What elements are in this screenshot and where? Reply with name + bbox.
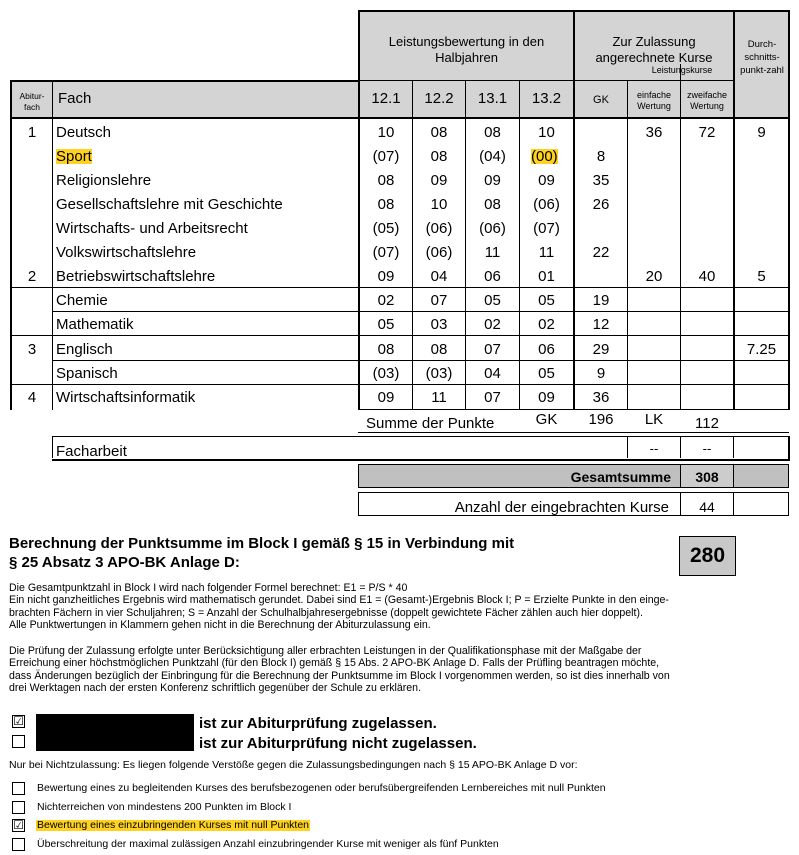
row-grade: 10 (430, 196, 448, 213)
block-score: 280 (679, 536, 736, 576)
header-gk: GK (593, 94, 609, 106)
row-grade: 02 (377, 292, 395, 309)
row-abiturfach: 1 (27, 124, 37, 141)
row-grade: 08 (484, 124, 501, 141)
header-semester-4: 13.2 (531, 90, 562, 107)
row-grade: 08 (484, 196, 501, 213)
gesamtsumme-label: Gesamtsumme (570, 469, 671, 485)
row-grade: 08 (377, 172, 395, 189)
anzahl-label: Anzahl der eingebrachten Kurse (454, 499, 669, 516)
summe-label: Summe der Punkte (366, 415, 495, 432)
nichtzulassung-intro: Nur bei Nichtzulassung: Es liegen folgende Verstöße gegen die Zulassungsbedingungen nach § 15 APO-BK Anlage D vor: (9, 759, 578, 771)
zugelassen-checkbox[interactable]: ☑ (13, 714, 24, 728)
row-grade: 09 (377, 268, 395, 285)
facharbeit-label: Facharbeit (56, 443, 127, 460)
row-grade: 11 (538, 244, 555, 261)
row-grade: 05 (538, 365, 555, 382)
row-fach: Religionslehre (56, 172, 152, 189)
row-gk: 12 (592, 316, 610, 333)
block-heading-2: § 25 Absatz 3 APO-BK Anlage D: (9, 554, 240, 571)
paragraph-line: dass Änderungen bezüglich der Einbringung für die Berechnung der Punktsumme im Block I vorgenommen werden, so ist dies innerhalb von (9, 669, 670, 682)
row-fach: Gesellschaftslehre mit Geschichte (56, 196, 283, 213)
row-grade: 04 (430, 268, 448, 285)
row-grade: 11 (484, 244, 501, 261)
row-grade: 03 (430, 316, 448, 333)
row-fach: Englisch (56, 341, 113, 358)
row-durchschnitt: 5 (757, 268, 766, 285)
row-grade: 09 (377, 389, 395, 406)
row-grade: 06 (538, 341, 555, 358)
row-abiturfach: 4 (27, 389, 37, 406)
row-grade: 08 (377, 341, 395, 358)
row-fach: Chemie (56, 292, 108, 309)
header-semester-2: 12.2 (424, 90, 454, 107)
paragraph-line: Die Prüfung der Zulassung erfolgte unter Berücksichtigung aller erbrachten Leistungen in der Qualifikationsphase mit der Maßgabe der (9, 645, 642, 657)
row-grade: 09 (430, 172, 448, 189)
row-einfache: 20 (645, 268, 663, 285)
row-grade: (07) (372, 148, 400, 165)
row-zweifache: 40 (698, 268, 716, 285)
row-grade: 01 (538, 268, 555, 285)
row-abiturfach: 3 (27, 341, 37, 358)
row-grade: (07) (372, 244, 400, 261)
row-fach: Wirtschaftsinformatik (56, 389, 196, 406)
row-grade: (00) (531, 148, 558, 165)
row-abiturfach: 2 (27, 268, 37, 285)
header-leistungsbewertung: Leistungsbewertung in den Halbjahren (388, 34, 545, 65)
reason-checkbox[interactable] (12, 838, 25, 851)
row-grade: 08 (377, 196, 395, 213)
reason-text: Überschreitung der maximal zulässigen Anzahl einzubringender Kurse mit weniger als fünf Punkten (37, 838, 499, 850)
header-durchschnitt: Durch-schnitts-punkt-zahl (740, 39, 784, 76)
row-grade: (06) (479, 220, 506, 237)
paragraph-line: Erreichung einer höchstmöglichen Punktzahl (für den Block I) gemäß § 15 Abs. 2 APO-BK Anlage D. Falls der Prüfling beantragen möchte, (9, 657, 660, 670)
row-gk: 36 (592, 389, 610, 406)
reason-checkbox[interactable] (12, 801, 25, 814)
row-gk: 8 (596, 148, 606, 165)
header-zulassung: Zur Zulassung angerechnete Kurse (595, 34, 713, 65)
row-gk: 29 (592, 341, 610, 358)
reason-checkbox[interactable] (12, 782, 25, 795)
row-grade: (03) (372, 365, 400, 382)
row-grade: 07 (430, 292, 448, 309)
row-zweifache: 72 (698, 124, 716, 141)
redacted-name (36, 714, 194, 751)
row-fach: Mathematik (56, 316, 134, 333)
reason-checkbox[interactable]: ☑ (13, 818, 24, 832)
row-gk: 19 (592, 292, 610, 309)
zugelassen-text: ist zur Abiturprüfung zugelassen. (199, 715, 437, 732)
row-grade: (07) (533, 220, 560, 237)
lk-label: LK (644, 411, 664, 428)
block-heading-1: Berechnung der Punktsumme im Block I gemäß § 15 in Verbindung mit (9, 535, 515, 552)
header-zweifache: zweifache Wertung (686, 90, 728, 111)
anzahl-value: 44 (699, 499, 715, 515)
row-fach: Deutsch (56, 124, 112, 141)
header-semester-3: 13.1 (477, 90, 508, 107)
gesamtsumme-value: 308 (695, 469, 719, 485)
row-grade: (04) (479, 148, 506, 165)
nicht-zugelassen-checkbox[interactable] (12, 735, 25, 748)
reason-text: Bewertung eines zu begleitenden Kurses des berufsbezogenen oder berufsübergreifenden Lernbereiches mit null Punkten (37, 782, 606, 794)
row-grade: (05) (372, 220, 400, 237)
row-grade: (06) (425, 244, 453, 261)
row-fach: Wirtschafts- und Arbeitsrecht (56, 220, 248, 237)
row-grade: 04 (484, 365, 501, 382)
row-grade: (03) (425, 365, 453, 382)
row-gk: 22 (592, 244, 610, 261)
row-gk: 26 (592, 196, 610, 213)
paragraph-line: Alle Punktwertungen in Klammern gehen nicht in die Berechnung der Abiturzulassung ein. (9, 619, 431, 632)
paragraph-line: Die Gesamtpunktzahl in Block I wird nach folgender Formel berechnet: E1 = P/S * 40 (9, 582, 408, 594)
lk-sum: 112 (695, 415, 719, 432)
row-grade: 02 (484, 316, 501, 333)
row-grade: (06) (533, 196, 560, 213)
row-grade: 05 (377, 316, 395, 333)
row-grade: 08 (430, 124, 448, 141)
row-gk: 9 (596, 365, 606, 382)
header-semester-1: 12.1 (371, 90, 401, 107)
row-fach: Spanisch (56, 365, 118, 382)
row-grade: 08 (430, 148, 448, 165)
row-grade: (06) (425, 220, 453, 237)
header-leistungskurse: Leistungskurse (651, 65, 713, 75)
header-abiturfach: Abitur-fach (19, 91, 45, 112)
reason-text: Nichterreichen von mindestens 200 Punkten im Block I (37, 801, 292, 813)
row-gk: 35 (592, 172, 610, 189)
row-grade: 07 (484, 389, 501, 406)
facharbeit-einfache: -- (649, 441, 659, 456)
row-fach: Volkswirtschaftslehre (56, 244, 197, 261)
nicht-zugelassen-text: ist zur Abiturprüfung nicht zugelassen. (199, 735, 477, 752)
paragraph-line: Ein nicht ganzheitliches Ergebnis wird mathematisch gerundet. Dabei sind E1 = (Gesamt-)Ergebnis Block I; P = Erzielte Punkte in den einge- (9, 594, 669, 607)
gk-sum: 196 (588, 411, 614, 428)
row-grade: 02 (538, 316, 555, 333)
row-fach: Betriebswirtschaftslehre (56, 268, 216, 285)
row-einfache: 36 (645, 124, 663, 141)
gk-label: GK (535, 411, 558, 428)
row-grade: 11 (431, 389, 447, 406)
row-grade: 10 (538, 124, 555, 141)
row-grade: 08 (430, 341, 448, 358)
header-fach: Fach (58, 90, 92, 107)
row-grade: 07 (484, 341, 501, 358)
row-durchschnitt: 9 (757, 124, 766, 141)
reason-text: Bewertung eines einzubringenden Kurses mit null Punkten (37, 819, 310, 831)
row-durchschnitt: 7.25 (746, 341, 777, 358)
row-grade: 10 (377, 124, 395, 141)
row-grade: 05 (538, 292, 555, 309)
facharbeit-zweifache: -- (702, 441, 712, 456)
row-fach: Sport (56, 148, 92, 165)
paragraph-line: drei Werktagen nach der ersten Konferenz schriftlich gegenüber der Schule zu erklären. (9, 682, 422, 695)
header-einfache: einfache Wertung (636, 90, 672, 111)
row-grade: 09 (484, 172, 501, 189)
row-grade: 09 (538, 172, 555, 189)
paragraph-line: brachten Fächern in vier Schuljahren; S = Anzahl der Schulhalbjahresergebnisse (doppelt gewichtete Fächer zählen auch hier doppelt). (9, 606, 643, 619)
row-grade: 09 (538, 389, 555, 406)
row-grade: 06 (484, 268, 501, 285)
row-grade: 05 (484, 292, 501, 309)
